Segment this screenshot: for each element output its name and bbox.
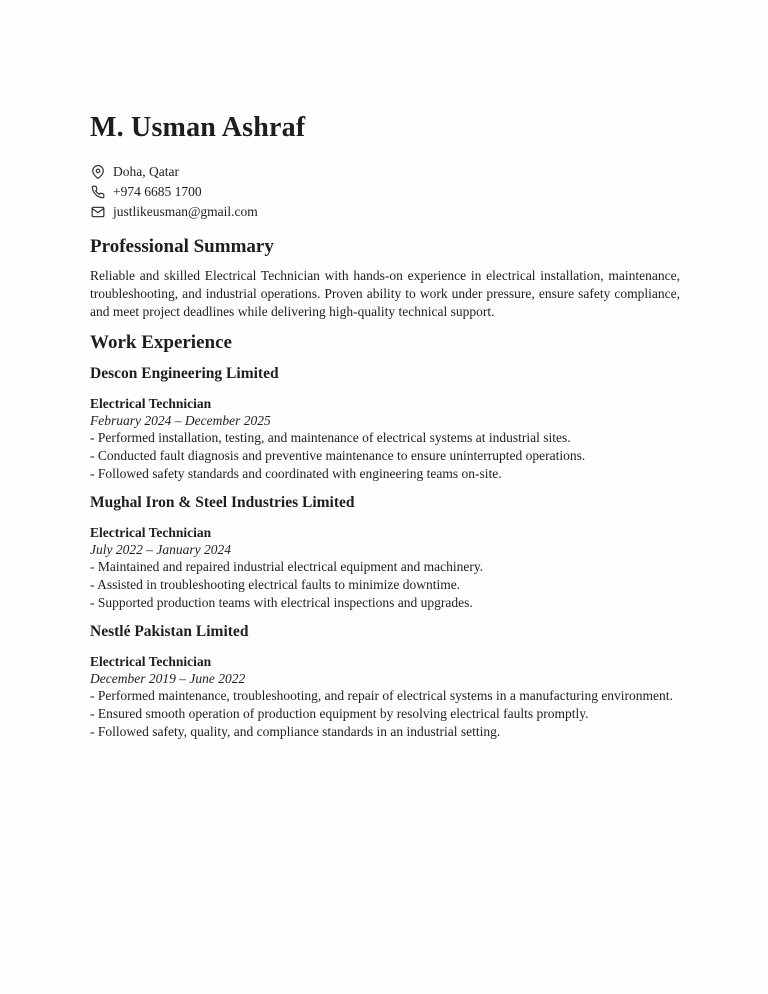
job-bullet: - Conducted fault diagnosis and preventive maintenance to ensure uninterrupted operations.: [90, 448, 586, 463]
experience-heading: Work Experience: [90, 332, 232, 353]
contact-location-text: Doha, Qatar: [113, 164, 179, 179]
summary-heading: Professional Summary: [90, 236, 274, 257]
email-icon: [90, 205, 105, 220]
job-bullet: - Ensured smooth operation of production equipment by resolving electrical faults promptly.: [90, 706, 589, 721]
contact-location-row: [90, 162, 680, 182]
job-title: Electrical Technician: [90, 654, 212, 669]
job-bullet: - Followed safety standards and coordinated with engineering teams on-site.: [90, 466, 502, 481]
contact-block: [90, 162, 680, 222]
contact-email-row: [90, 202, 680, 222]
job-dates: February 2024 – December 2025: [90, 413, 271, 428]
job-bullet: - Supported production teams with electrical inspections and upgrades.: [90, 595, 473, 610]
job-bullet: - Assisted in troubleshooting electrical faults to minimize downtime.: [90, 577, 461, 592]
job-dates: December 2019 – June 2022: [90, 671, 246, 686]
company-name: Descon Engineering Limited: [90, 365, 279, 382]
phone-icon: [90, 185, 105, 200]
job-bullet: - Followed safety, quality, and compliance standards in an industrial setting.: [90, 724, 501, 739]
summary-paragraph: Reliable and skilled Electrical Technician with hands-on experience in electrical installation, maintenance, troubleshooting, and industrial operations. Proven ability to work under pressure, ensure safety compliance, and meet project deadlines while delivering high-quality technical support.: [90, 268, 680, 319]
job-dates: July 2022 – January 2024: [90, 542, 231, 557]
company-name: Mughal Iron & Steel Industries Limited: [90, 494, 355, 511]
job-bullet: - Maintained and repaired industrial electrical equipment and machinery.: [90, 559, 484, 574]
contact-email-text: justlikeusman@gmail.com: [113, 204, 258, 219]
job-bullet: - Performed maintenance, troubleshooting, and repair of electrical systems in a manufacturing environment.: [90, 688, 673, 703]
person-name: M. Usman Ashraf: [90, 112, 306, 143]
company-name: Nestlé Pakistan Limited: [90, 623, 249, 640]
job-bullet: - Performed installation, testing, and maintenance of electrical systems at industrial sites.: [90, 430, 571, 445]
job-title: Electrical Technician: [90, 525, 212, 540]
contact-phone-row: [90, 182, 680, 202]
location-pin-icon: [90, 165, 105, 180]
job-title: Electrical Technician: [90, 396, 212, 411]
contact-phone-text: +974 6685 1700: [113, 184, 202, 199]
